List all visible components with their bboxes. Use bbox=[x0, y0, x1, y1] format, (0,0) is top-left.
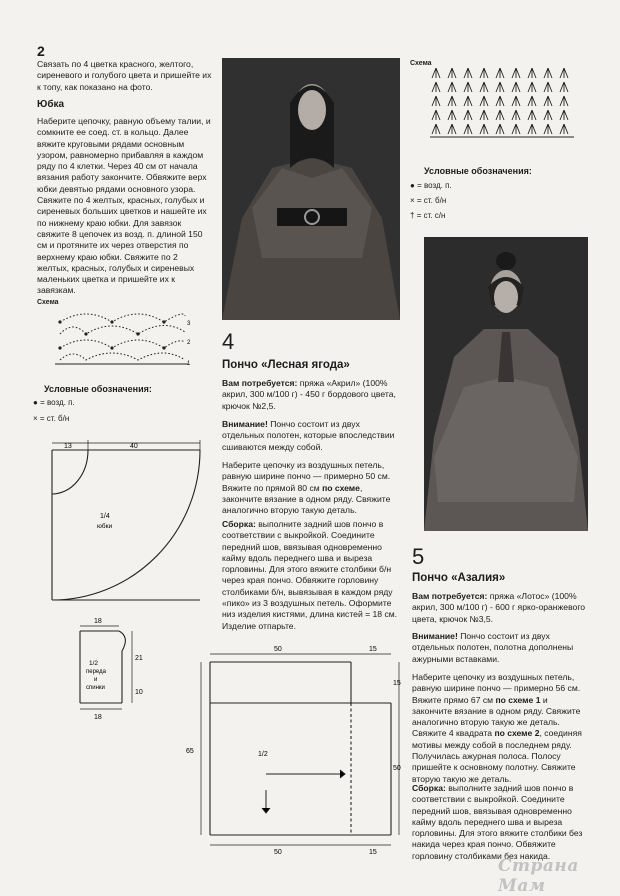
row-number-1: 1 bbox=[187, 361, 191, 367]
poncho-azalea-photo bbox=[424, 237, 588, 531]
col1-legend-chain bbox=[33, 397, 75, 408]
watermark: Страна Мам bbox=[498, 856, 579, 896]
skirt-quarter-diagram bbox=[40, 440, 220, 606]
section-number-4: 4 bbox=[222, 329, 235, 354]
section5-title: Пончо «Азалия» bbox=[412, 572, 506, 584]
pp-half-label: 1/2 bbox=[258, 751, 268, 758]
pp-dim-15-top: 15 bbox=[369, 646, 377, 653]
pp-dim-65: 65 bbox=[186, 748, 194, 755]
skirt-instructions: Наберите цепочку, равную объему талии, и сомкните ее соед. ст. в кольцо. Далее вяжите круговыми рядами основным узором, равномерно прибавляя в каждом ряду по 4 клетки. Через 40 см от начала вязания работу закончите. Обвяжите верх юбки девятью рядами основного узора. Свяжите по 4 желтых, красных, голубых и сиреневых больших цветков и нашейте их по нижнему краю юбки. Для завязок свяжите 8 цепочек из возд. п. длиной 150 см и протяните их через отверстия по верхнему краю юбки. Свяжите по 2 желтых, красных, голубых и сиреневых маленьких цветка и пришейте их к завязкам. bbox=[37, 116, 211, 296]
section5-materials: Вам потребуется: пряжа «Лотос» (100% акрил, 300 м/100 г) - 600 г ярко-оранжевого цвета, крючок №3,5. bbox=[412, 591, 586, 624]
poncho-scheme-label: Схема bbox=[410, 60, 432, 67]
skirt-stitch-chart bbox=[50, 308, 200, 370]
and-label: и bbox=[94, 677, 98, 683]
dim-21: 21 bbox=[135, 655, 143, 662]
poncho-berry-photo bbox=[222, 58, 400, 320]
skirt-label: юбки bbox=[97, 523, 113, 530]
section4-assembly: Сборка: выполните задний шов пончо в соответствии с выкройкой. Соедините передний шов, ввязывая одновременно кайму вдоль переднего шва и выреза горловины. Для этого вяжите столбики б/н через края пончо. Обвяжите горловину столбиками б/н, вывязывая в каждом ряду «пико» из 3 воздушных петель. Оформите низ изделия кистями, длина кистей = 18 см. Изделие отпарьте. bbox=[222, 519, 398, 631]
dim-18-top: 18 bbox=[94, 618, 102, 625]
dot-icon: ● bbox=[410, 181, 415, 190]
legend-chain-text: = возд. п. bbox=[40, 398, 75, 407]
section4-title: Пончо «Лесная ягода» bbox=[222, 359, 350, 371]
section5-attention: Внимание! Пончо состоит из двух отдельных полотен, полотна дополнены ажурными вставками. bbox=[412, 631, 574, 664]
dim-18-bottom: 18 bbox=[94, 714, 102, 721]
back-label: спинки bbox=[86, 685, 105, 691]
pp-dim-50-top: 50 bbox=[274, 646, 282, 653]
section5-assembly: Сборка: выполните задний шов пончо в соответствии с выкройкой. Соедините передний шов, ввязывая одновременно кайму вдоль переднего шва и выреза горловины. Для этого вяжите столбики без накида через края пончо. Обвяжите горловину столбиками без накида. bbox=[412, 783, 583, 861]
dim-13: 13 bbox=[64, 443, 72, 450]
col1-legend-sc bbox=[33, 413, 69, 424]
section5-instructions: Наберите цепочку из воздушных петель, равную ширине пончо — примерно 56 см. Вяжите прямо 67 см по схеме 1 и закончите вязание в одном ряду. Свяжите аналогично вторую такую же деталь. Свяжите 4 квадрата по схеме 2, соединяя мотивы между собой в последнем ряду. Получилась ажурная полоса. Полосу пришейте к основному полотну. Свяжите вторую такую же деталь. bbox=[412, 672, 582, 784]
col1-intro-text: Связать по 4 цветка красного, желтого, сиреневого и голубого цвета и пришейте их к топу, как показано на фото. bbox=[37, 59, 212, 92]
front-label: переда bbox=[86, 669, 106, 675]
col1-legend-title: Условные обозначения: bbox=[44, 384, 152, 394]
legend-chain-text-2: = возд. п. bbox=[417, 181, 452, 190]
top-half-diagram bbox=[72, 615, 162, 737]
dagger-icon: † bbox=[410, 211, 415, 220]
pp-dim-50-bottom: 50 bbox=[274, 849, 282, 856]
dim-10: 10 bbox=[135, 689, 143, 696]
section-number-5: 5 bbox=[412, 544, 425, 569]
col3-legend-sc bbox=[410, 195, 446, 206]
row-number-3: 3 bbox=[187, 321, 191, 327]
cross-icon: × bbox=[410, 196, 415, 205]
skirt-title: Юбка bbox=[37, 99, 65, 110]
poncho-pattern-diagram bbox=[186, 640, 410, 856]
pp-dim-15-right: 15 bbox=[393, 680, 401, 687]
half-label: 1/2 bbox=[89, 660, 99, 667]
dot-icon: ● bbox=[33, 398, 38, 407]
poncho-stitch-chart bbox=[428, 66, 580, 138]
legend-hdc-text: = ст. с/н bbox=[416, 211, 446, 220]
legend-sc-text-2: = ст. б/н bbox=[416, 196, 447, 205]
row-number-2: 2 bbox=[187, 340, 191, 346]
pp-dim-50-right: 50 bbox=[393, 765, 401, 772]
cross-icon: × bbox=[33, 414, 38, 423]
col3-legend-title: Условные обозначения: bbox=[424, 166, 532, 176]
col3-legend-hdc bbox=[410, 210, 445, 221]
section4-attention: Внимание! Пончо состоит из двух отдельных полотен, которые впоследствии сшиваются между собой. bbox=[222, 419, 395, 452]
section4-instructions: Наберите цепочку из воздушных петель, равную ширине пончо — примерно 50 см. Вяжите по прямой 80 см по схеме, закончите вязание в одном ряду. Свяжите аналогично вторую такую деталь. bbox=[222, 460, 391, 516]
quarter-label: 1/4 bbox=[100, 513, 110, 520]
skirt-scheme-label: Схема bbox=[37, 299, 59, 306]
pp-dim-15-bottom: 15 bbox=[369, 849, 377, 856]
dim-40: 40 bbox=[130, 443, 138, 450]
section-number-2: 2 bbox=[37, 43, 45, 59]
col3-legend-chain bbox=[410, 180, 452, 191]
section4-materials: Вам потребуется: пряжа «Акрил» (100% акрил, 300 м/100 г) - 450 г бордового цвета, крючок №2,5. bbox=[222, 378, 396, 411]
legend-sc-text: = ст. б/н bbox=[39, 414, 70, 423]
